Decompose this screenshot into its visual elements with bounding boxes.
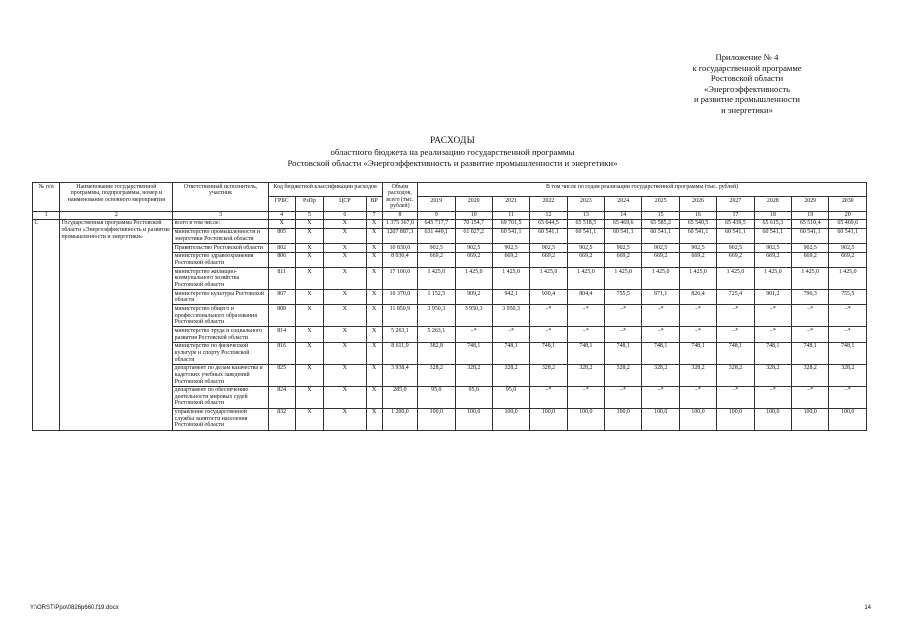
year-value-cell: 902,5	[717, 243, 754, 252]
year-value-cell: –*	[492, 327, 529, 342]
rzpr-cell: X	[295, 386, 323, 408]
total-cell: 1 375 367,0	[382, 219, 417, 228]
year-value-cell: 669,2	[492, 252, 529, 267]
year-value-cell: 748,1	[567, 342, 604, 364]
year-value-cell: 725,4	[717, 290, 754, 305]
year-value-cell: –*	[530, 386, 567, 408]
total-cell: 17 100,0	[382, 268, 417, 290]
year-value-cell: 669,2	[418, 252, 455, 267]
column-number: 16	[679, 211, 716, 219]
header-year: 2019	[418, 197, 455, 211]
year-value-cell: –*	[679, 327, 716, 342]
year-value-cell: –*	[754, 327, 791, 342]
rzpr-cell: X	[295, 219, 323, 228]
executor-cell: всего в том числе:	[173, 219, 268, 228]
executor-cell: департамент по обеспечению деятельности мировых судей Ростовской области	[173, 386, 268, 408]
year-value-cell: 100,0	[455, 408, 492, 430]
vr-cell: X	[366, 364, 382, 386]
column-number: 10	[455, 211, 492, 219]
year-value-cell: –*	[717, 327, 754, 342]
rzpr-cell: X	[295, 290, 323, 305]
year-value-cell: 65 540,5	[679, 219, 716, 228]
grbs-cell: 808	[268, 305, 295, 327]
year-value-cell: –*	[792, 386, 829, 408]
total-cell: 8 611,9	[382, 342, 417, 364]
header-year: 2021	[492, 197, 529, 211]
year-value-cell: 796,3	[792, 290, 829, 305]
annex-line: Приложение № 4	[715, 52, 779, 62]
year-value-cell: 748,1	[455, 342, 492, 364]
year-value-cell: 65 615,3	[754, 219, 791, 228]
year-value-cell: –*	[455, 327, 492, 342]
column-number: 20	[829, 211, 867, 219]
year-value-cell: 826,4	[679, 290, 716, 305]
year-value-cell: 804,4	[567, 290, 604, 305]
csr-cell: X	[324, 228, 366, 243]
csr-cell: X	[324, 243, 366, 252]
year-value-cell: –*	[717, 386, 754, 408]
vr-cell: X	[366, 268, 382, 290]
year-value-cell: –*	[567, 305, 604, 327]
grbs-cell: 814	[268, 327, 295, 342]
year-value-cell: 100,0	[492, 408, 529, 430]
year-value-cell: –*	[792, 305, 829, 327]
header-year: 2027	[717, 197, 754, 211]
year-value-cell: 328,2	[829, 364, 867, 386]
executor-cell: министерство общего и профессионального образования Ростовской области	[173, 305, 268, 327]
year-value-cell: 328,2	[530, 364, 567, 386]
year-value-cell: 748,1	[642, 342, 679, 364]
column-number: 13	[567, 211, 604, 219]
total-cell: 10 830,0	[382, 243, 417, 252]
year-value-cell: 669,2	[829, 252, 867, 267]
total-cell: 285,0	[382, 386, 417, 408]
year-value-cell: 100,0	[642, 408, 679, 430]
year-value-cell: 942,1	[492, 290, 529, 305]
year-value-cell: 902,5	[792, 243, 829, 252]
year-value-cell: 748,1	[792, 342, 829, 364]
header-grbs: ГРБС	[268, 197, 295, 211]
csr-cell: X	[324, 342, 366, 364]
year-value-cell: –*	[792, 327, 829, 342]
year-value-cell: –*	[530, 305, 567, 327]
csr-cell: X	[324, 364, 366, 386]
column-number: 6	[324, 211, 366, 219]
annex-line: и развитие промышленности	[693, 94, 801, 105]
column-number: 1	[33, 211, 60, 219]
total-cell: 8 030,4	[382, 252, 417, 267]
executor-cell: министерство промышленности и энергетики Ростовской области	[173, 228, 268, 243]
column-number: 8	[382, 211, 417, 219]
column-number: 9	[418, 211, 455, 219]
header-year: 2023	[567, 197, 604, 211]
year-value-cell: 1 425,0	[418, 268, 455, 290]
year-value-cell: 100,0	[530, 408, 567, 430]
year-value-cell: 748,1	[530, 342, 567, 364]
grbs-cell: 825	[268, 364, 295, 386]
year-value-cell: –*	[605, 327, 642, 342]
vr-cell: X	[366, 290, 382, 305]
year-value-cell: 902,5	[530, 243, 567, 252]
rzpr-cell: X	[295, 408, 323, 430]
year-value-cell: 909,2	[455, 290, 492, 305]
program-name: Государственная программа Ростовской области «Энергоэффективность и развитие промышленности и энергетики»	[60, 219, 173, 430]
vr-cell: X	[366, 243, 382, 252]
grbs-cell: 802	[268, 243, 295, 252]
year-value-cell: 748,1	[605, 342, 642, 364]
year-value-cell: 328,2	[792, 364, 829, 386]
column-number: 5	[295, 211, 323, 219]
header-year: 2030	[829, 197, 867, 211]
annex-line: к государственной программе	[692, 62, 802, 73]
year-value-cell: 1 425,0	[530, 268, 567, 290]
year-value-cell: 65 585,2	[642, 219, 679, 228]
year-value-cell: 669,2	[792, 252, 829, 267]
rzpr-cell: X	[295, 268, 323, 290]
year-value-cell: 902,5	[829, 243, 867, 252]
total-cell: 1207 887,3	[382, 228, 417, 243]
year-value-cell: 669,2	[642, 252, 679, 267]
annex-line: «Энергоэффективность	[703, 83, 790, 94]
grbs-cell: 824	[268, 386, 295, 408]
year-value-cell: 748,1	[754, 342, 791, 364]
year-value-cell: 60 541,1	[642, 228, 679, 243]
grbs-cell: 811	[268, 268, 295, 290]
header-volume: Объем расходов, всего (тыс. рублей)	[382, 183, 417, 212]
grbs-cell: X	[268, 219, 295, 228]
year-value-cell: 1 425,0	[567, 268, 604, 290]
table-row	[33, 219, 867, 228]
vr-cell: X	[366, 327, 382, 342]
footer-page-number: 14	[864, 605, 871, 611]
year-value-cell: 3 950,3	[492, 305, 529, 327]
year-value-cell: 1 425,0	[605, 268, 642, 290]
year-value-cell: 61 027,2	[455, 228, 492, 243]
vr-cell: X	[366, 408, 382, 430]
header-csr: ЦСР	[324, 197, 366, 211]
column-number: 18	[754, 211, 791, 219]
rzpr-cell: X	[295, 342, 323, 364]
vr-cell: X	[366, 305, 382, 327]
year-value-cell: 748,1	[679, 342, 716, 364]
header-vr: ВР	[366, 197, 382, 211]
year-value-cell: 902,5	[605, 243, 642, 252]
vr-cell: X	[366, 228, 382, 243]
year-value-cell: 100,0	[717, 408, 754, 430]
year-value-cell: 60 541,1	[792, 228, 829, 243]
year-value-cell: 328,2	[567, 364, 604, 386]
year-value-cell: 69 701,5	[492, 219, 529, 228]
year-value-cell: 328,2	[717, 364, 754, 386]
year-value-cell: 100,0	[679, 408, 716, 430]
year-value-cell: 3 950,3	[418, 305, 455, 327]
executor-cell: управление государственной службы занятости населения Ростовской области	[173, 408, 268, 430]
year-value-cell: –*	[567, 386, 604, 408]
vr-cell: X	[366, 252, 382, 267]
year-value-cell: 902,5	[418, 243, 455, 252]
header-year: 2022	[530, 197, 567, 211]
year-value-cell: 328,2	[679, 364, 716, 386]
rzpr-cell: X	[295, 305, 323, 327]
rzpr-cell: X	[295, 252, 323, 267]
total-cell: 3 938,4	[382, 364, 417, 386]
year-value-cell: –*	[829, 327, 867, 342]
year-value-cell: 1 425,0	[829, 268, 867, 290]
column-number: 19	[792, 211, 829, 219]
year-value-cell: 60 541,1	[679, 228, 716, 243]
year-value-cell: 60 541,1	[605, 228, 642, 243]
year-value-cell: 5 263,1	[418, 327, 455, 342]
year-value-cell: 70 154,7	[455, 219, 492, 228]
year-value-cell: 100,0	[792, 408, 829, 430]
csr-cell: X	[324, 290, 366, 305]
year-value-cell: –*	[829, 305, 867, 327]
year-value-cell: 669,2	[455, 252, 492, 267]
year-value-cell: 669,2	[605, 252, 642, 267]
year-value-cell: 1 152,5	[418, 290, 455, 305]
year-value-cell: 3 950,3	[455, 305, 492, 327]
year-value-cell: 902,5	[754, 243, 791, 252]
year-value-cell: 65 469,6	[829, 219, 867, 228]
year-value-cell: 902,5	[567, 243, 604, 252]
year-value-cell: 1 425,0	[792, 268, 829, 290]
year-value-cell: 748,1	[492, 342, 529, 364]
footer-file-path: Y:\ORST\Ppo\0826p660.f19.docx	[30, 605, 119, 611]
year-value-cell: 328,2	[754, 364, 791, 386]
csr-cell: X	[324, 408, 366, 430]
column-number: 14	[605, 211, 642, 219]
annex-line: и энергетики»	[721, 104, 773, 115]
year-value-cell: –*	[642, 327, 679, 342]
csr-cell: X	[324, 252, 366, 267]
year-value-cell: –*	[567, 327, 604, 342]
header-years-group: В том числе по годам реализации государственной программы (тыс. рублей)	[418, 183, 867, 197]
grbs-cell: 806	[268, 252, 295, 267]
header-year: 2024	[605, 197, 642, 211]
annex-block	[647, 52, 847, 116]
year-value-cell: –*	[530, 327, 567, 342]
total-cell: 11 850,9	[382, 305, 417, 327]
header-code-group: Код бюджетной классификации расходов	[268, 183, 382, 197]
executor-cell: министерство культуры Ростовской области	[173, 290, 268, 305]
year-value-cell: 60 541,1	[829, 228, 867, 243]
program-number: 1.	[33, 219, 60, 430]
year-value-cell: 1 425,0	[679, 268, 716, 290]
year-value-cell: 902,5	[492, 243, 529, 252]
rzpr-cell: X	[295, 228, 323, 243]
column-number: 2	[60, 211, 173, 219]
year-value-cell: 645 717,7	[418, 219, 455, 228]
grbs-cell: 832	[268, 408, 295, 430]
year-value-cell: 748,1	[829, 342, 867, 364]
csr-cell: X	[324, 327, 366, 342]
year-value-cell: –*	[717, 305, 754, 327]
rzpr-cell: X	[295, 327, 323, 342]
executor-cell: министерство здравоохранения Ростовской области	[173, 252, 268, 267]
grbs-cell: 805	[268, 228, 295, 243]
year-value-cell: –*	[679, 386, 716, 408]
year-value-cell: 1 425,0	[642, 268, 679, 290]
year-value-cell: –*	[642, 305, 679, 327]
executor-cell: министерство жилищно-коммунального хозяйства Ростовской области	[173, 268, 268, 290]
title-line-1: областного бюджета на реализацию государственной программы	[330, 147, 575, 157]
vr-cell: X	[366, 342, 382, 364]
year-value-cell: 328,2	[418, 364, 455, 386]
year-value-cell: 902,5	[679, 243, 716, 252]
grbs-cell: 807	[268, 290, 295, 305]
column-number: 12	[530, 211, 567, 219]
year-value-cell: 60 541,1	[754, 228, 791, 243]
year-value-cell: 669,2	[754, 252, 791, 267]
header-year: 2028	[754, 197, 791, 211]
year-value-cell: 631 449,1	[418, 228, 455, 243]
year-value-cell: 100,0	[567, 408, 604, 430]
year-value-cell: 669,2	[530, 252, 567, 267]
year-value-cell: 382,8	[418, 342, 455, 364]
column-number: 11	[492, 211, 529, 219]
year-value-cell: –*	[642, 386, 679, 408]
executor-cell: министерство труда и социального развития Ростовской области	[173, 327, 268, 342]
year-value-cell: 328,2	[605, 364, 642, 386]
year-value-cell: 60 541,1	[567, 228, 604, 243]
year-value-cell: 95,0	[492, 386, 529, 408]
year-value-cell: 669,2	[567, 252, 604, 267]
year-value-cell: 95,0	[455, 386, 492, 408]
year-value-cell: 669,2	[679, 252, 716, 267]
header-rzpr: РзПр	[295, 197, 323, 211]
header-num: № п/п	[33, 183, 60, 212]
column-number: 17	[717, 211, 754, 219]
column-number: 15	[642, 211, 679, 219]
year-value-cell: 1 425,0	[717, 268, 754, 290]
year-value-cell: 65 518,5	[567, 219, 604, 228]
column-number: 4	[268, 211, 295, 219]
column-number: 7	[366, 211, 382, 219]
executor-cell: департамент по делам казачества и кадетских учебных заведений Ростовской области	[173, 364, 268, 386]
year-value-cell: 902,5	[642, 243, 679, 252]
year-value-cell: 755,5	[829, 290, 867, 305]
year-value-cell: 748,1	[717, 342, 754, 364]
header-year: 2020	[455, 197, 492, 211]
vr-cell: X	[366, 386, 382, 408]
year-value-cell: 60 541,1	[530, 228, 567, 243]
year-value-cell: 328,2	[642, 364, 679, 386]
year-value-cell: 902,5	[455, 243, 492, 252]
year-value-cell: –*	[605, 305, 642, 327]
total-cell: 1 200,0	[382, 408, 417, 430]
csr-cell: X	[324, 219, 366, 228]
year-value-cell: 871,1	[642, 290, 679, 305]
year-value-cell: –*	[679, 305, 716, 327]
year-value-cell: –*	[829, 386, 867, 408]
year-value-cell: 1 425,0	[455, 268, 492, 290]
year-value-cell: 65 510,4	[792, 219, 829, 228]
header-year: 2025	[642, 197, 679, 211]
year-value-cell: 755,5	[605, 290, 642, 305]
year-value-cell: –*	[605, 386, 642, 408]
year-value-cell: 669,2	[717, 252, 754, 267]
year-value-cell: 1 425,0	[492, 268, 529, 290]
csr-cell: X	[324, 305, 366, 327]
year-value-cell: 1 425,0	[754, 268, 791, 290]
total-cell: 5 263,1	[382, 327, 417, 342]
csr-cell: X	[324, 268, 366, 290]
csr-cell: X	[324, 386, 366, 408]
grbs-cell: 816	[268, 342, 295, 364]
year-value-cell: 328,2	[492, 364, 529, 386]
year-value-cell: 328,2	[455, 364, 492, 386]
year-value-cell: 100,0	[754, 408, 791, 430]
year-value-cell: 95,0	[418, 386, 455, 408]
annex-line: Ростовской области	[710, 73, 784, 84]
year-value-cell: –*	[754, 386, 791, 408]
expenses-table	[32, 182, 867, 431]
year-value-cell: 100,0	[829, 408, 867, 430]
total-cell: 10 370,0	[382, 290, 417, 305]
title-heading: РАСХОДЫ	[430, 136, 475, 146]
rzpr-cell: X	[295, 364, 323, 386]
year-value-cell: 901,2	[754, 290, 791, 305]
year-value-cell: 60 541,1	[492, 228, 529, 243]
executor-cell: министерство по физической культуре и спорту Ростовской области	[173, 342, 268, 364]
header-year: 2026	[679, 197, 716, 211]
header-year: 2029	[792, 197, 829, 211]
title-line-2: Ростовской области «Энергоэффективность и развитие промышленности и энергетики»	[287, 158, 618, 168]
year-value-cell: 65 644,5	[530, 219, 567, 228]
header-executor: Ответственный исполнитель, участник	[173, 183, 268, 212]
year-value-cell: 100,0	[605, 408, 642, 430]
year-value-cell: 65 439,5	[717, 219, 754, 228]
year-value-cell: 60 541,1	[717, 228, 754, 243]
year-value-cell: 65 469,6	[605, 219, 642, 228]
year-value-cell: –*	[754, 305, 791, 327]
header-name: Наименование государственной программы, подпрограммы, номер и наименование основного мероприятия	[60, 183, 173, 212]
year-value-cell: 930,4	[530, 290, 567, 305]
rzpr-cell: X	[295, 243, 323, 252]
year-value-cell: 100,0	[418, 408, 455, 430]
document-title	[0, 136, 905, 169]
vr-cell: X	[366, 219, 382, 228]
executor-cell: Правительство Ростовской области	[173, 243, 268, 252]
column-number: 3	[173, 211, 268, 219]
